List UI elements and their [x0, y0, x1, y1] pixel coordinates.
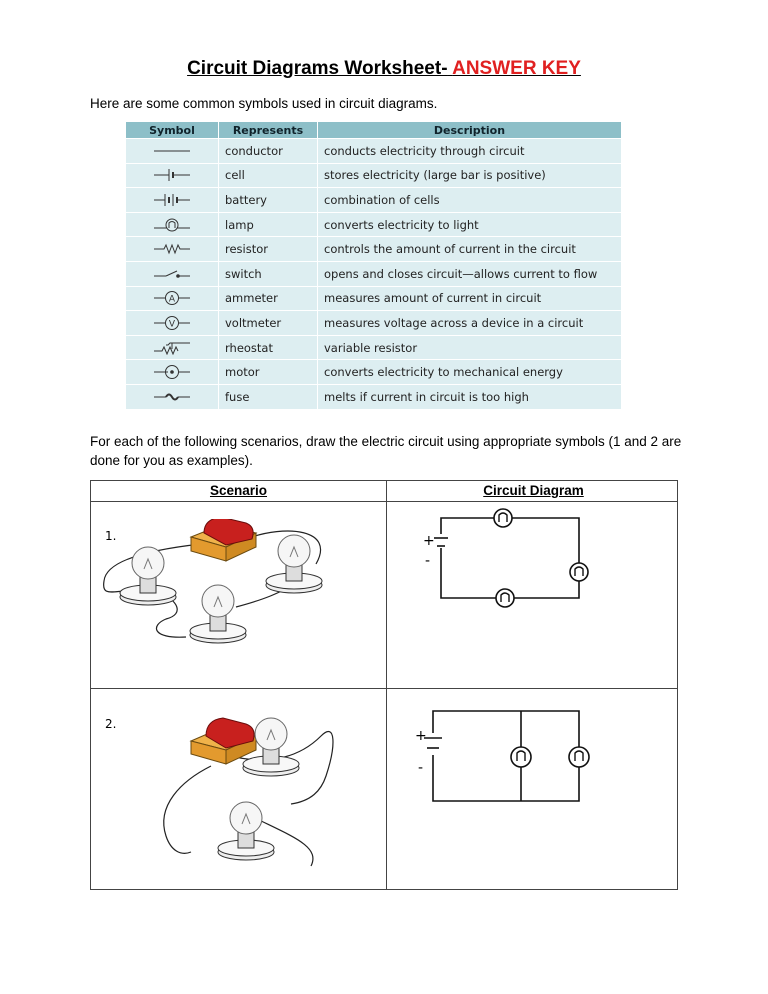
description-cell: opens and closes circuit—allows current to flow — [318, 261, 622, 286]
represents-cell: fuse — [219, 384, 318, 409]
description-cell: converts electricity to mechanical energy — [318, 360, 622, 385]
page-title — [0, 58, 768, 80]
header-divider — [91, 501, 677, 502]
description-cell: conducts electricity through circuit — [318, 139, 622, 164]
scenario-1-illustration — [96, 519, 381, 659]
description-cell: converts electricity to light — [318, 212, 622, 237]
scenario-header: Scenario — [209, 483, 268, 498]
minus-mark-2: - — [418, 760, 424, 776]
symbol-table-header — [126, 122, 622, 139]
header-symbol: Symbol — [126, 122, 219, 139]
header-represents: Represents — [219, 122, 318, 139]
represents-cell: resistor — [219, 237, 318, 262]
title-main: Circuit Diagrams Worksheet- — [187, 58, 448, 79]
table-row — [126, 212, 622, 237]
plus-mark-1: + — [423, 533, 435, 549]
title-answer-key: ANSWER KEY — [452, 58, 581, 79]
column-divider — [386, 481, 387, 889]
table-row — [126, 261, 622, 286]
table-row — [126, 384, 622, 409]
resistor-symbol-icon — [126, 237, 219, 262]
description-cell: combination of cells — [318, 188, 622, 213]
motor-symbol-icon — [126, 360, 219, 385]
table-row — [126, 163, 622, 188]
circuit-diagram-2 — [411, 703, 601, 813]
cell-symbol-icon — [126, 163, 219, 188]
represents-cell: conductor — [219, 139, 318, 164]
switch-symbol-icon — [126, 261, 219, 286]
description-cell: stores electricity (large bar is positive) — [318, 163, 622, 188]
rheostat-symbol-icon — [126, 335, 219, 360]
table-row — [126, 311, 622, 336]
header-description: Description — [318, 122, 622, 139]
scenario-number-2: 2. — [105, 717, 117, 731]
symbol-table — [125, 121, 622, 410]
scenario-table — [90, 480, 678, 890]
represents-cell: motor — [219, 360, 318, 385]
battery-symbol-icon — [126, 188, 219, 213]
description-cell: controls the amount of current in the circuit — [318, 237, 622, 262]
table-row — [126, 139, 622, 164]
scenario-number-1: 1. — [105, 529, 117, 543]
description-cell: variable resistor — [318, 335, 622, 360]
represents-cell: voltmeter — [219, 311, 318, 336]
table-row — [126, 335, 622, 360]
lamp-symbol-icon — [126, 212, 219, 237]
fuse-symbol-icon — [126, 384, 219, 409]
represents-cell: battery — [219, 188, 318, 213]
plus-mark-2: + — [415, 728, 427, 744]
description-cell: melts if current in circuit is too high — [318, 384, 622, 409]
description-cell: measures voltage across a device in a circuit — [318, 311, 622, 336]
table-row — [126, 237, 622, 262]
description-cell: measures amount of current in circuit — [318, 286, 622, 311]
ammeter-symbol-icon — [126, 286, 219, 311]
instructions-text: For each of the following scenarios, draw the electric circuit using appropriate symbols (1 and 2 are done for you as examples). — [90, 434, 682, 468]
table-row — [126, 286, 622, 311]
circuit-diagram-1 — [411, 506, 591, 616]
table-row — [126, 360, 622, 385]
table-row — [126, 188, 622, 213]
represents-cell: switch — [219, 261, 318, 286]
represents-cell: rheostat — [219, 335, 318, 360]
scenario-2-illustration — [151, 706, 381, 876]
ammeter-letter: A — [168, 294, 176, 305]
circuit-diagram-header: Circuit Diagram — [483, 483, 584, 498]
voltmeter-symbol-icon — [126, 311, 219, 336]
minus-mark-1: - — [425, 553, 431, 569]
represents-cell: lamp — [219, 212, 318, 237]
row-divider — [91, 688, 677, 689]
represents-cell: ammeter — [219, 286, 318, 311]
conductor-symbol-icon — [126, 139, 219, 164]
intro-text: Here are some common symbols used in circuit diagrams. — [90, 96, 438, 111]
represents-cell: cell — [219, 163, 318, 188]
voltmeter-letter: V — [168, 319, 176, 330]
